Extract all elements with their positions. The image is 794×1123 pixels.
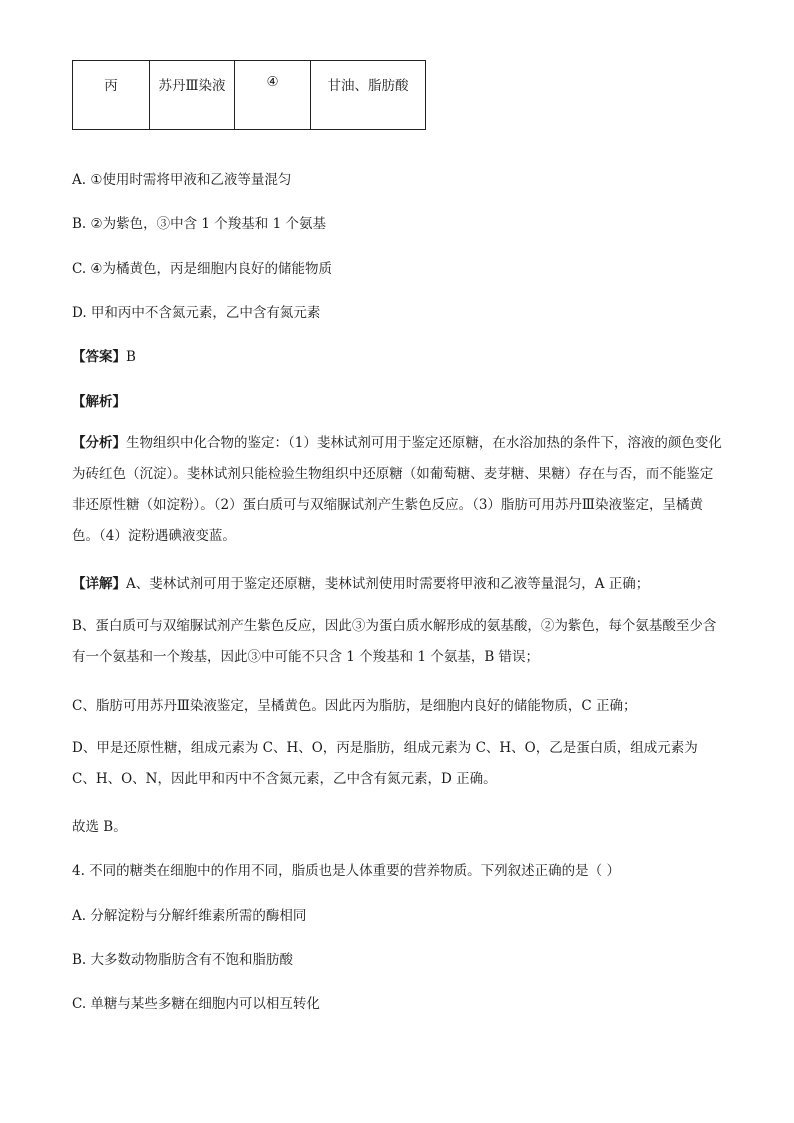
analysis-paragraph (72, 428, 722, 552)
fenxi-label: 【分析】 (72, 435, 126, 451)
conclusion: 故选 B。 (72, 819, 127, 835)
question4-stem: 4. 不同的糖类在细胞中的作用不同，脂质也是人体重要的营养物质。下列叙述正确的是（ ） (72, 863, 620, 879)
answer-label: 【答案】 (72, 349, 126, 365)
table-cell-product: 甘油、脂肪酸 (311, 61, 426, 130)
answer-value: B (126, 349, 136, 365)
fenxi-text: 生物组织中化合物的鉴定：（1）斐林试剂可用于鉴定还原糖，在水浴加热的条件下，溶液的颜色变化为砖红色（沉淀）。斐林试剂只能检验生物组织中还原糖（如葡萄糖、麦芽糖、果糖）存在与否，而不能鉴定非还原性糖（如淀粉）。（2）蛋白质可与双缩脲试剂产生紫色反应。（3）脂肪可用苏丹Ⅲ染液鉴定，呈橘黄色。（4）淀粉遇碘液变蓝。 (72, 435, 722, 544)
option-d: D. 甲和丙中不含氮元素，乙中含有氮元素 (72, 305, 321, 321)
table-row (73, 61, 426, 130)
detail-line-a (72, 572, 649, 592)
analysis-label: 【解析】 (72, 394, 126, 410)
detail-line-d: D、甲是还原性糖，组成元素为 C、H、O，丙是脂肪，组成元素为 C、H、O，乙是蛋白质，组成元素为 C、H、O、N，因此甲和丙中不含氮元素，乙中含有氮元素，D 正确。 (72, 740, 698, 787)
q4-option-b: B. 大多数动物脂肪含有不饱和脂肪酸 (72, 952, 294, 968)
table-cell-sample: 丙 (73, 61, 150, 130)
detail-line-b: B、蛋白质可与双缩脲试剂产生紫色反应，因此③为蛋白质水解形成的氨基酸，②为紫色，每个氨基酸至少含有一个氨基和一个羧基，因此③中可能不只含 1 个羧基和 1 个氨基，B 错误； (72, 618, 717, 665)
q4-option-c: C. 单糖与某些多糖在细胞内可以相互转化 (72, 996, 320, 1012)
option-b: B. ②为紫色，③中含 1 个羧基和 1 个氨基 (72, 216, 326, 232)
option-c: C. ④为橘黄色，丙是细胞内良好的储能物质 (72, 261, 333, 277)
detail-line-c: C、脂肪可用苏丹Ⅲ染液鉴定，呈橘黄色。因此丙为脂肪，是细胞内良好的储能物质，C 正确； (72, 698, 637, 714)
xiangjie-label: 【详解】 (72, 576, 126, 592)
table-cell-reagent: 苏丹Ⅲ染液 (150, 61, 235, 130)
table-cell-color: ④ (235, 61, 311, 130)
q4-option-a: A. 分解淀粉与分解纤维素所需的酶相同 (72, 908, 307, 924)
answer-line (72, 345, 136, 365)
detail-a-text: A、斐林试剂可用于鉴定还原糖，斐林试剂使用时需要将甲液和乙液等量混匀，A 正确； (126, 576, 650, 592)
option-a: A. ①使用时需将甲液和乙液等量混匀 (72, 172, 292, 188)
reagent-table (72, 60, 426, 130)
